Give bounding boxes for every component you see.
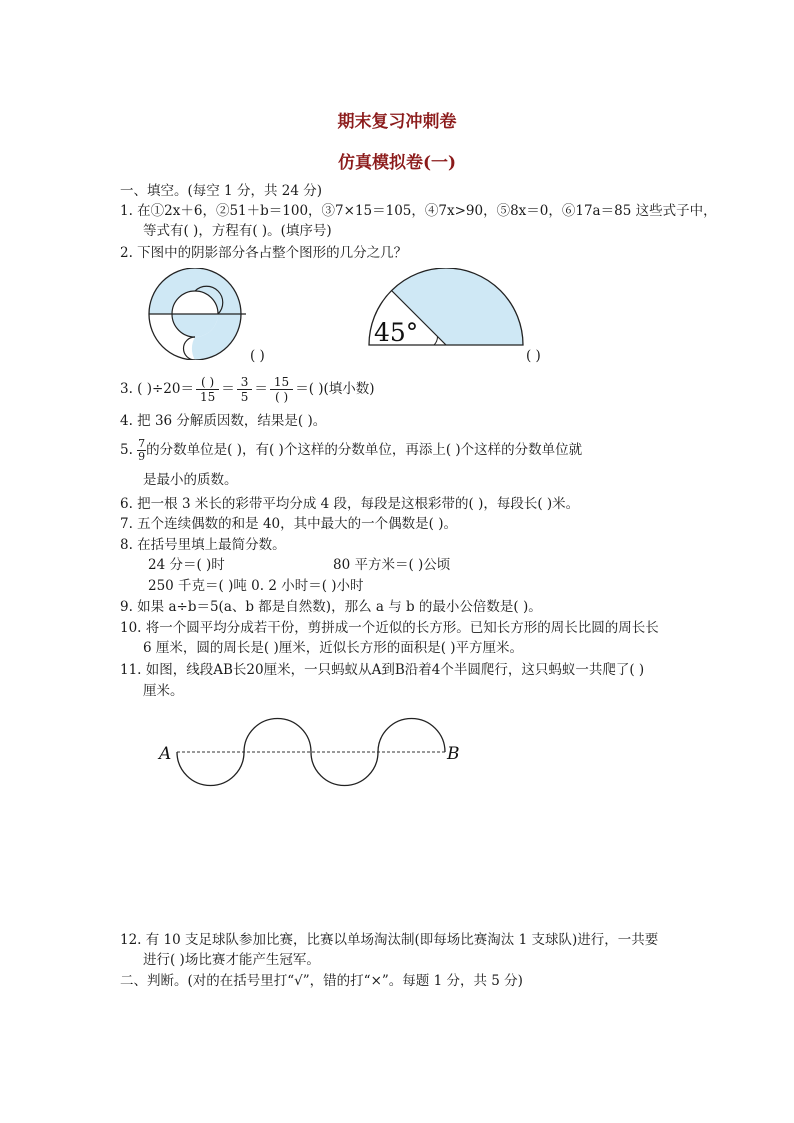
question-12-line-2: 进行( )场比赛才能产生冠军。	[143, 952, 320, 968]
question-2-answer-blank-1[interactable]: ( )	[250, 348, 265, 364]
equals-sign: ＝	[254, 381, 268, 397]
fraction-2	[237, 375, 253, 404]
question-9: 9. 如果 a÷b＝5(a、b 都是自然数)，那么 a 与 b 的最小公倍数是( )。	[120, 599, 542, 615]
page-title: 期末复习冲刺卷	[337, 112, 457, 132]
question-5-line-2: 是最小的质数。	[143, 472, 238, 488]
fraction-1-denominator: 15	[200, 390, 216, 404]
question-10-line-1: 10. 将一个圆平均分成若干份，剪拼成一个近似的长方形。已知长方形的周长比圆的周长长	[120, 620, 659, 636]
fraction-numerator: 7	[138, 437, 146, 450]
question-8-item-a: 24 分＝( )时	[148, 557, 225, 573]
question-6: 6. 把一根 3 米长的彩带平均分成 4 段，每段是这根彩带的( )，每段长( )米。	[120, 496, 580, 512]
question-5-number: 5.	[120, 442, 138, 458]
question-7: 7. 五个连续偶数的和是 40，其中最大的一个偶数是( )。	[120, 516, 457, 532]
question-12-line-1: 12. 有 10 支足球队参加比赛，比赛以单场淘汰制(即每场比赛淘汰 1 支球队)进行，一共要	[120, 932, 659, 948]
fraction-1	[196, 375, 219, 404]
question-11-line-2: 厘米。	[143, 683, 184, 699]
fraction-2-numerator: 3	[237, 375, 253, 390]
question-2-answer-blank-2[interactable]: ( )	[526, 348, 541, 364]
question-8-item-b: 80 平方米＝( )公顷	[333, 557, 451, 573]
fraction-denominator: 9	[138, 450, 146, 463]
page-subtitle: 仿真模拟卷(一)	[337, 153, 457, 173]
fraction-1-numerator[interactable]: ( )	[196, 375, 219, 390]
question-5-text: 的分数单位是( )，有( )个这样的分数单位，再添上( )个这样的分数单位就	[146, 442, 583, 458]
shaded-circle-figure	[146, 268, 250, 360]
question-8-item-c: 250 千克＝( )吨 0. 2 小时＝( )小时	[148, 578, 364, 594]
question-1-line-2: 等式有( )，方程有( )。(填序号)	[143, 223, 332, 239]
question-3-suffix: ＝( )(填小数)	[295, 381, 375, 397]
semicircle-sector-figure	[366, 268, 526, 350]
equals-sign: ＝	[221, 381, 235, 397]
question-2-text: 2. 下图中的阴影部分各占整个图形的几分之几？	[120, 245, 408, 261]
section-heading: 二、判断。(对的在括号里打“√”，错的打“×”。每题 1 分，共 5 分)	[120, 973, 523, 989]
question-8: 8. 在括号里填上最简分数。	[120, 537, 286, 553]
fraction-3-denominator[interactable]: ( )	[274, 390, 289, 404]
question-4: 4. 把 36 分解质因数，结果是( )。	[120, 413, 327, 429]
fraction-7-9	[137, 438, 146, 463]
question-10-line-2: 6 厘米，圆的周长是( )厘米，近似长方形的面积是( )平方厘米。	[143, 640, 524, 656]
section-heading: 一、填空。(每空 1 分，共 24 分)	[120, 183, 322, 199]
fraction-2-denominator: 5	[240, 390, 249, 404]
question-3-prefix: 3. ( )÷20＝	[120, 381, 194, 397]
question-3	[120, 375, 375, 404]
question-1-line-1: 1. 在①2x＋6，②51＋b＝100，③7×15＝105，④7x>90，⑤8x＝0，⑥17a＝85 这些式子中，	[120, 203, 717, 219]
question-11-line-1: 11. 如图，线段AB长20厘米，一只蚂蚁从A到B沿着4个半圆爬行，这只蚂蚁一共爬了( )	[120, 662, 645, 678]
angle-label: 45°	[374, 318, 419, 347]
question-5-line-1	[120, 437, 582, 463]
point-a-label: A	[159, 744, 172, 764]
point-b-label: B	[447, 744, 460, 764]
fraction-3-numerator: 15	[270, 375, 293, 390]
fraction-3	[270, 375, 293, 404]
semicircle-path-figure	[155, 712, 475, 792]
